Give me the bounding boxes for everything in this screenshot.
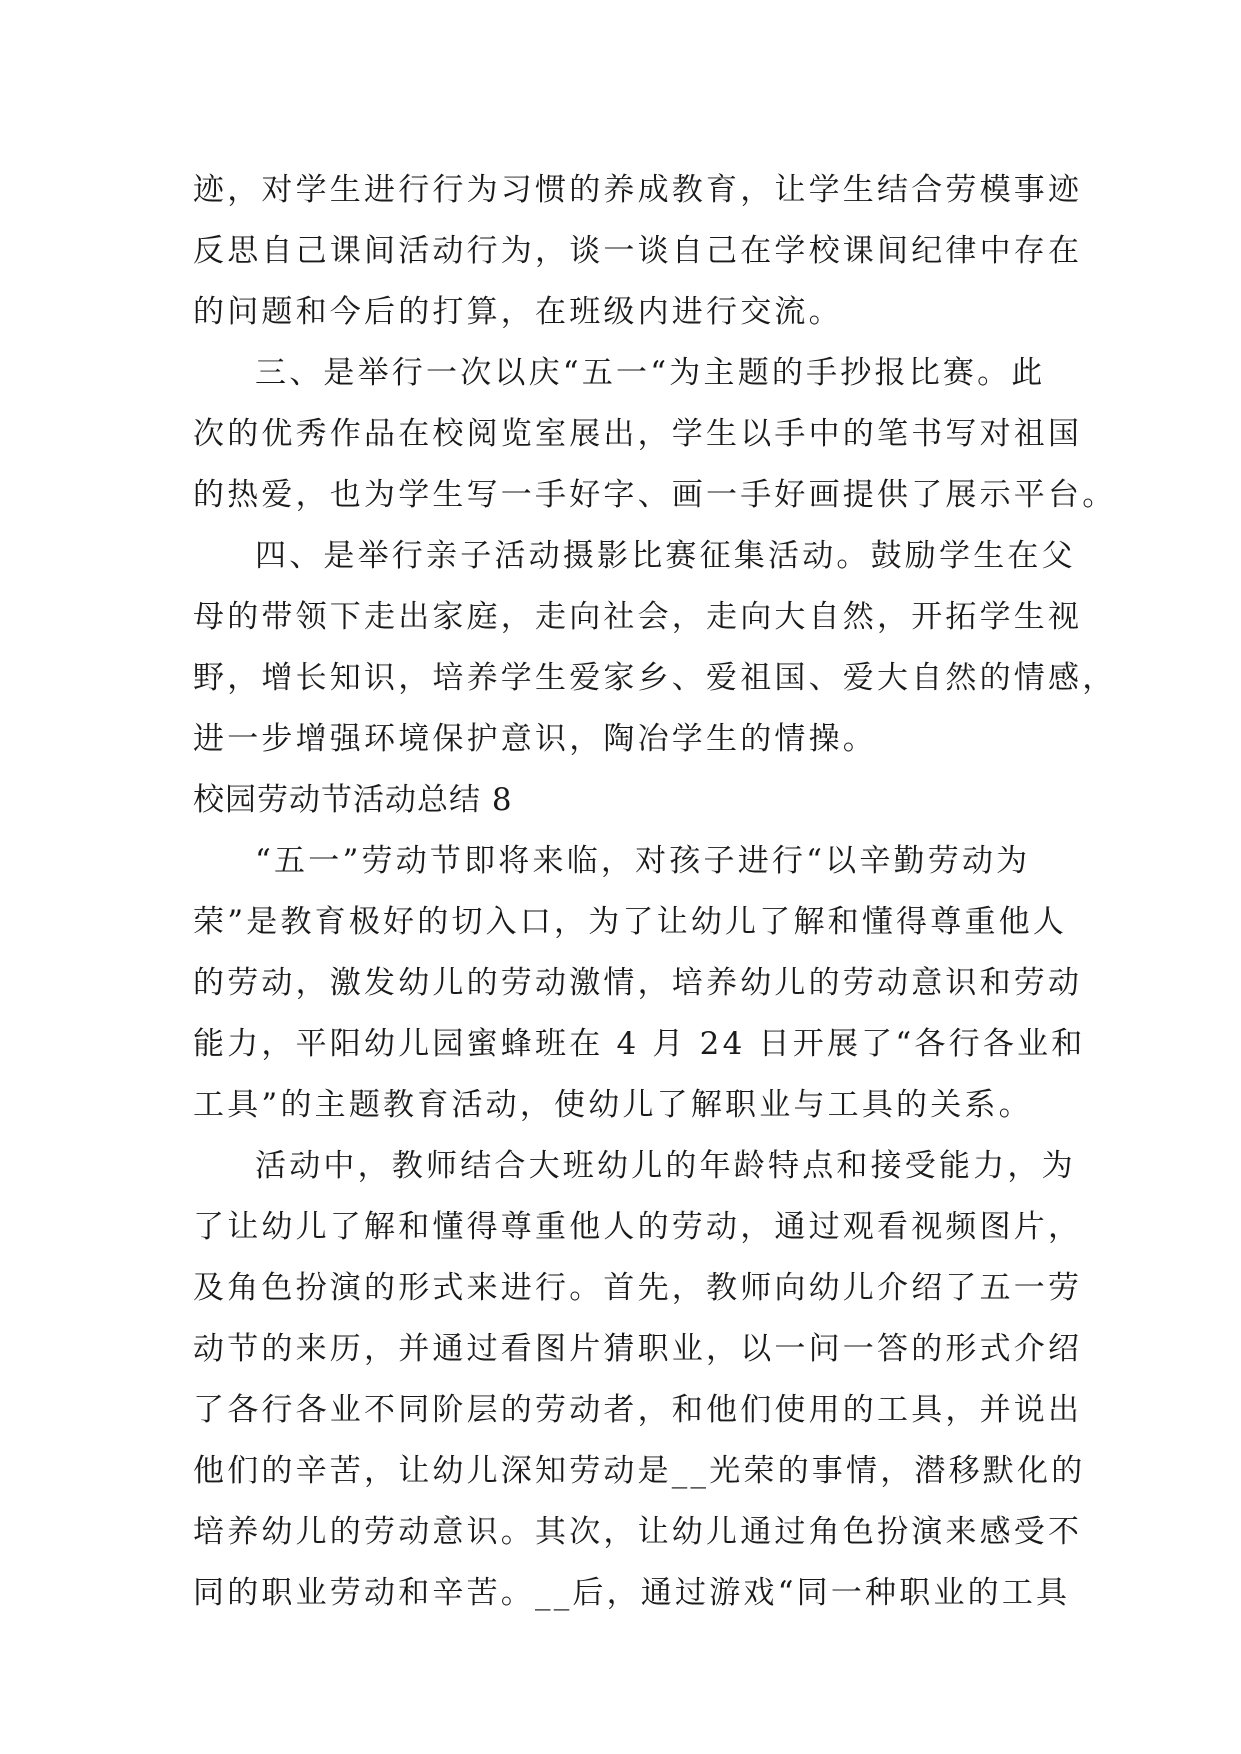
body-line: 反思自己课间活动行为，谈一谈自己在学校课间纪律中存在 xyxy=(193,233,1083,269)
document-body xyxy=(193,160,1117,1624)
paragraph-start-line: 四、是举行亲子活动摄影比赛征集活动。鼓励学生在父 xyxy=(255,538,1076,574)
section-heading: 校园劳动节活动总结 8 xyxy=(193,782,513,818)
body-line: 次的优秀作品在校阅览室展出，学生以手中的笔书写对祖国 xyxy=(193,416,1083,452)
body-line: 他们的辛苦，让幼儿深知劳动是__光荣的事情，潜移默化的 xyxy=(193,1453,1086,1489)
body-line: 培养幼儿的劳动意识。其次，让幼儿通过角色扮演来感受不 xyxy=(193,1514,1083,1550)
body-line: 的问题和今后的打算，在班级内进行交流。 xyxy=(193,294,843,330)
paragraph-start-line: “五一”劳动节即将来临，对孩子进行“以辛勤劳动为 xyxy=(255,843,1031,879)
body-line: 同的职业劳动和辛苦。__后，通过游戏“同一种职业的工具 xyxy=(193,1575,1071,1611)
body-line: 野，增长知识，培养学生爱家乡、爱祖国、爱大自然的情感， xyxy=(193,660,1117,696)
body-line: 迹，对学生进行行为习惯的养成教育，让学生结合劳模事迹 xyxy=(193,172,1083,208)
body-line: 了让幼儿了解和懂得尊重他人的劳动，通过观看视频图片， xyxy=(193,1209,1083,1245)
paragraph-start-line: 三、是举行一次以庆“五一“为主题的手抄报比赛。此 xyxy=(255,355,1046,391)
body-line: 能力，平阳幼儿园蜜蜂班在 4 月 24 日开展了“各行各业和 xyxy=(193,1026,1086,1062)
body-line: 了各行各业不同阶层的劳动者，和他们使用的工具，并说出 xyxy=(193,1392,1083,1428)
body-line: 进一步增强环境保护意识，陶冶学生的情操。 xyxy=(193,721,877,757)
body-line: 的热爱，也为学生写一手好字、画一手好画提供了展示平台。 xyxy=(193,477,1117,513)
paragraph-start-line: 活动中，教师结合大班幼儿的年龄特点和接受能力，为 xyxy=(255,1148,1076,1184)
body-line: 荣”是教育极好的切入口，为了让幼儿了解和懂得尊重他人 xyxy=(193,904,1068,940)
body-line: 的劳动，激发幼儿的劳动激情，培养幼儿的劳动意识和劳动 xyxy=(193,965,1083,1001)
body-line: 动节的来历，并通过看图片猜职业，以一问一答的形式介绍 xyxy=(193,1331,1083,1367)
body-line: 母的带领下走出家庭，走向社会，走向大自然，开拓学生视 xyxy=(193,599,1083,635)
body-line: 工具”的主题教育活动，使幼儿了解职业与工具的关系。 xyxy=(193,1087,1033,1123)
body-line: 及角色扮演的形式来进行。首先，教师向幼儿介绍了五一劳 xyxy=(193,1270,1083,1306)
